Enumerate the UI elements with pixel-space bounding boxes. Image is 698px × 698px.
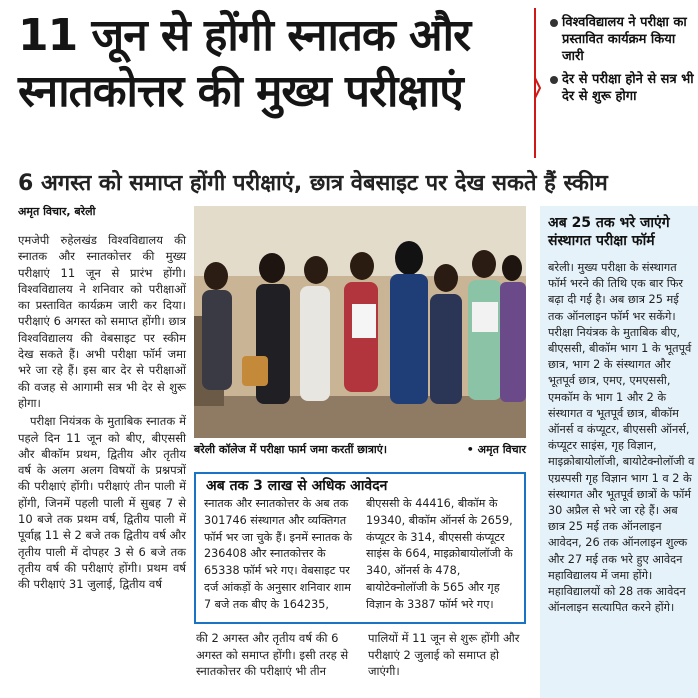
bullet-text: विश्वविद्यालय ने परीक्षा का प्रस्तावित कार्यक्रम किया जारी (562, 15, 687, 64)
news-photo (194, 206, 526, 438)
subheadline: 6 अगस्त को समाप्त होंगी परीक्षाएं, छात्र वेबसाइट पर देख सकते हैं स्कीम (18, 171, 608, 196)
below-box-text-right: पालियों में 11 जून से शुरू होंगी और परीक्षाएं 2 जुलाई को समाप्त हो जाएंगी। (368, 631, 520, 678)
sidebar-title: अब 25 तक भरे जाएंगे संस्थागत परीक्षा फॉर्म (548, 215, 670, 249)
bullet-text: देर से परीक्षा होने से सत्र भी देर से शुरू होगा (562, 72, 694, 104)
sidebar-box (540, 206, 698, 698)
applications-box (194, 472, 526, 624)
photo-caption-row (194, 442, 526, 457)
bullet-item (550, 71, 695, 105)
headline (18, 8, 528, 120)
article-column-1 (18, 232, 186, 595)
sidebar-text: बरेली। मुख्य परीक्षा के संस्थागत फॉर्म भरने की तिथि एक बार फिर बढ़ा दी गई है। अब छात्र 25 मई तक ऑनलाइन फॉर्म भर सकेंगे। परीक्षा नियंत्रक के मुताबिक बीए, बीएससी, बीकॉम भाग 1 के भूतपूर्व छात्र, भाग 2 के संस्थागत और भूतपूर्व छात्र, एमए, एमएससी, एमकॉम के भाग 1 और 2 के संस्थागत व भूतपूर्व छात्र, बीकॉम ऑनर्स व कंप्यूटर, बीएससी ऑनर्स, कंप्यूटर साइंस, गृह विज्ञान, माइक्रोबायोलॉजी, बायोटेक्नोलॉजी व एग्रस्पसी गृह विज्ञान भाग 1 व 2 के संस्थागत और भूतपूर्व छात्रों के फॉर्म 30 अप्रैल से भरे जा रहे हैं। अब छात्र 25 मई तक ऑनलाइन आवेदन, 26 तक ऑनलाइन शुल्क और 27 मई तक भरे हुए आवेदन महाविद्यालय में जमा होंगे। महाविद्यालयों को 28 तक आवेदन ऑनलाइन सत्यापित करने होंगे। (548, 261, 695, 615)
photo-credit: • अमृत विचार (466, 443, 526, 456)
box-title: अब तक 3 लाख से अधिक आवेदन (206, 478, 388, 494)
headline-line-2: स्नातकोत्तर की मुख्य परीक्षाएं (18, 66, 463, 117)
bullet-dot-icon (550, 19, 558, 27)
article-paragraph: परीक्षा नियंत्रक के मुताबिक स्नातक में पहले दिन 11 जून को बीए, बीएससी और बीकॉम प्रथम, द्वितीय और तृतीय वर्ष के अलग अलग विषयों के प्रश्नपत्रों की परीक्षाएं होंगी। परीक्षाएं तीन पाली में होंगी, जिनमें पहली पाली में सुबह 7 से 10 बजे तक प्रथम वर्ष, द्वितीय पाली में पूर्वाह्न 11 से 2 बजे तक द्वितीय वर्ष और तृतीय पाली में दोपहर 3 से 6 बजे तक तृतीय वर्ष की परीक्षाएं होंगी। प्रथम वर्ष की परीक्षाएं 31 जुलाई, द्वितीय वर्ष (18, 414, 186, 592)
article-paragraph: एमजेपी रुहेलखंड विश्वविद्यालय की स्नातक और स्नातकोत्तर की मुख्य परीक्षाएं 11 जून से प्रारंभ होंगी। विश्वविद्यालय ने शनिवार को परीक्षाओं का प्रस्तावित कार्यक्रम जारी कर दिया। परीक्षाएं 6 अगस्त को समाप्त होंगी। छात्र विश्वविद्यालय की वेबसाइट पर स्कीम देख सकते हैं। अभी परीक्षा फॉर्म जमा भरे जा रहे हैं। इस बार देर से परीक्षाओं की वजह से आगामी सत्र भी देर से शुरू होगा। (18, 233, 186, 410)
byline: अमृत विचार, बरेली (18, 205, 96, 218)
bullet-dot-icon (550, 76, 558, 84)
box-text-left: स्नातक और स्नातकोत्तर के अब तक 301746 संस्थागत और व्यक्तिगत फॉर्म भर जा चुके हैं। इनमें स्नातक के 236408 और स्नातकोत्तर के 65338 फॉर्म भरे गए। वेबसाइट पर दर्ज आंकड़ों के अनुसार शनिवार शाम 7 बजे तक बीए के 164235, (204, 497, 352, 611)
red-divider (532, 8, 538, 158)
bullet-item (550, 14, 695, 65)
headline-line-1: 11 जून से होंगी स्नातक और (18, 10, 471, 61)
box-text-right: बीएससी के 44416, बीकॉम के 19340, बीकॉम ऑनर्स के 2659, कंप्यूटर के 314, बीएससी कंप्यूटर साइंस के 664, माइक्रोबायोलॉजी के 340, ऑनर्स के 478, बायोटेक्नोलॉजी के 565 और गृह विज्ञान के 3387 फॉर्म भरे गए। (366, 497, 513, 611)
side-bullets (550, 14, 695, 111)
photo-caption: बरेली कॉलेज में परीक्षा फार्म जमा करतीं छात्राएं। (194, 443, 388, 456)
below-box-text-left: की 2 अगस्त और तृतीय वर्ष की 6 अगस्त को समाप्त होंगी। इसी तरह से स्नातकोत्तर की परीक्षाएं भी तीन (196, 631, 349, 678)
